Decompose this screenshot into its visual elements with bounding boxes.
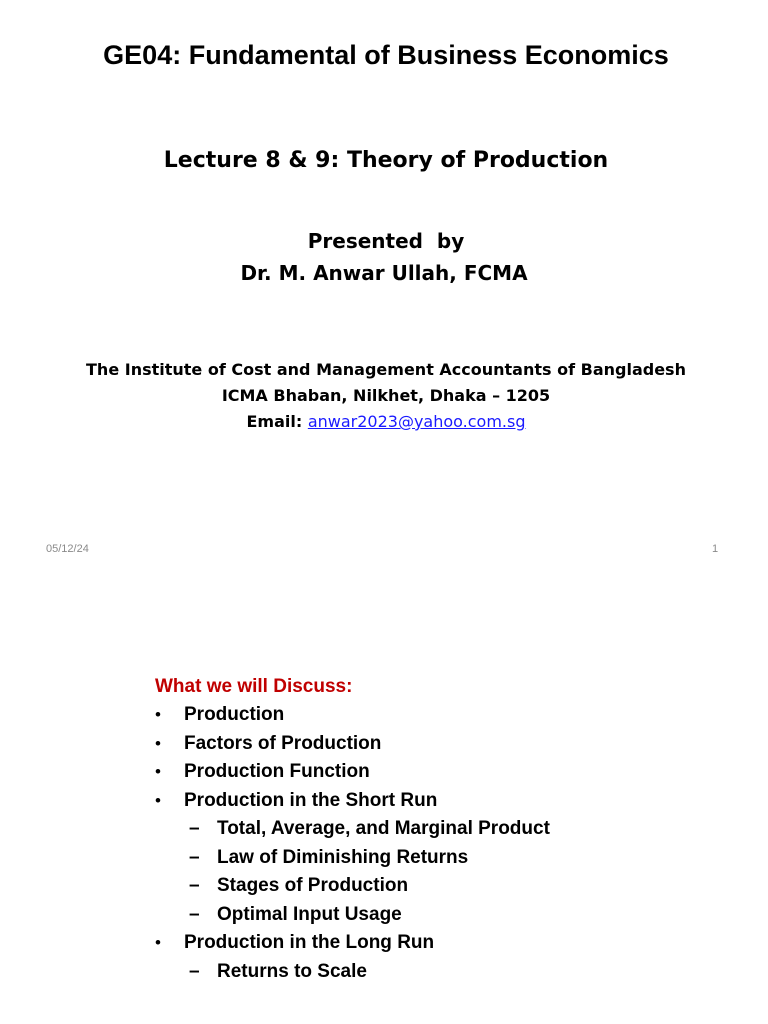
bullet-icon: • xyxy=(155,762,161,781)
dash-icon: – xyxy=(189,875,200,896)
subtopic-label: Returns to Scale xyxy=(217,960,367,982)
bullet-icon: • xyxy=(155,933,161,952)
subtopic-label: Total, Average, and Marginal Product xyxy=(217,818,550,839)
dash-icon: – xyxy=(189,818,200,839)
subtopic-label: Law of Diminishing Returns xyxy=(217,846,469,868)
topic-label: Production Function xyxy=(184,761,370,782)
course-title: GE04: Fundamental of Business Economics xyxy=(103,40,669,70)
slide-date: 05/12/24 xyxy=(46,543,89,555)
dash-icon: – xyxy=(189,960,200,982)
institute-address: ICMA Bhaban, Nilkhet, Dhaka – 1205 xyxy=(221,386,551,405)
slide-number: 1 xyxy=(712,543,719,555)
topic-label: Production in the Short Run xyxy=(184,789,438,811)
subtopic-label: Optimal Input Usage xyxy=(217,903,402,925)
email-line xyxy=(0,412,768,431)
topic-label: Production in the Long Run xyxy=(184,932,435,953)
topic-label: Factors of Production xyxy=(184,732,382,754)
email-link[interactable]: anwar2023@yahoo.com.sg xyxy=(307,412,526,431)
institute-name: The Institute of Cost and Management Accountants of Bangladesh xyxy=(86,360,686,379)
dash-icon: – xyxy=(189,903,200,925)
subtopic-label: Stages of Production xyxy=(217,875,409,896)
discussion-heading: What we will Discuss: xyxy=(155,676,353,697)
dash-icon: – xyxy=(189,846,200,868)
email-label: Email: xyxy=(246,412,308,431)
topic-label: Production xyxy=(184,704,285,725)
bullet-icon: • xyxy=(155,790,161,810)
presenter-name: Dr. M. Anwar Ullah, FCMA xyxy=(240,261,528,285)
bullet-icon: • xyxy=(155,705,161,724)
lecture-title: Lecture 8 & 9: Theory of Production xyxy=(163,148,609,173)
bullet-icon: • xyxy=(155,733,161,753)
presented-by-label: Presented by xyxy=(307,229,465,253)
